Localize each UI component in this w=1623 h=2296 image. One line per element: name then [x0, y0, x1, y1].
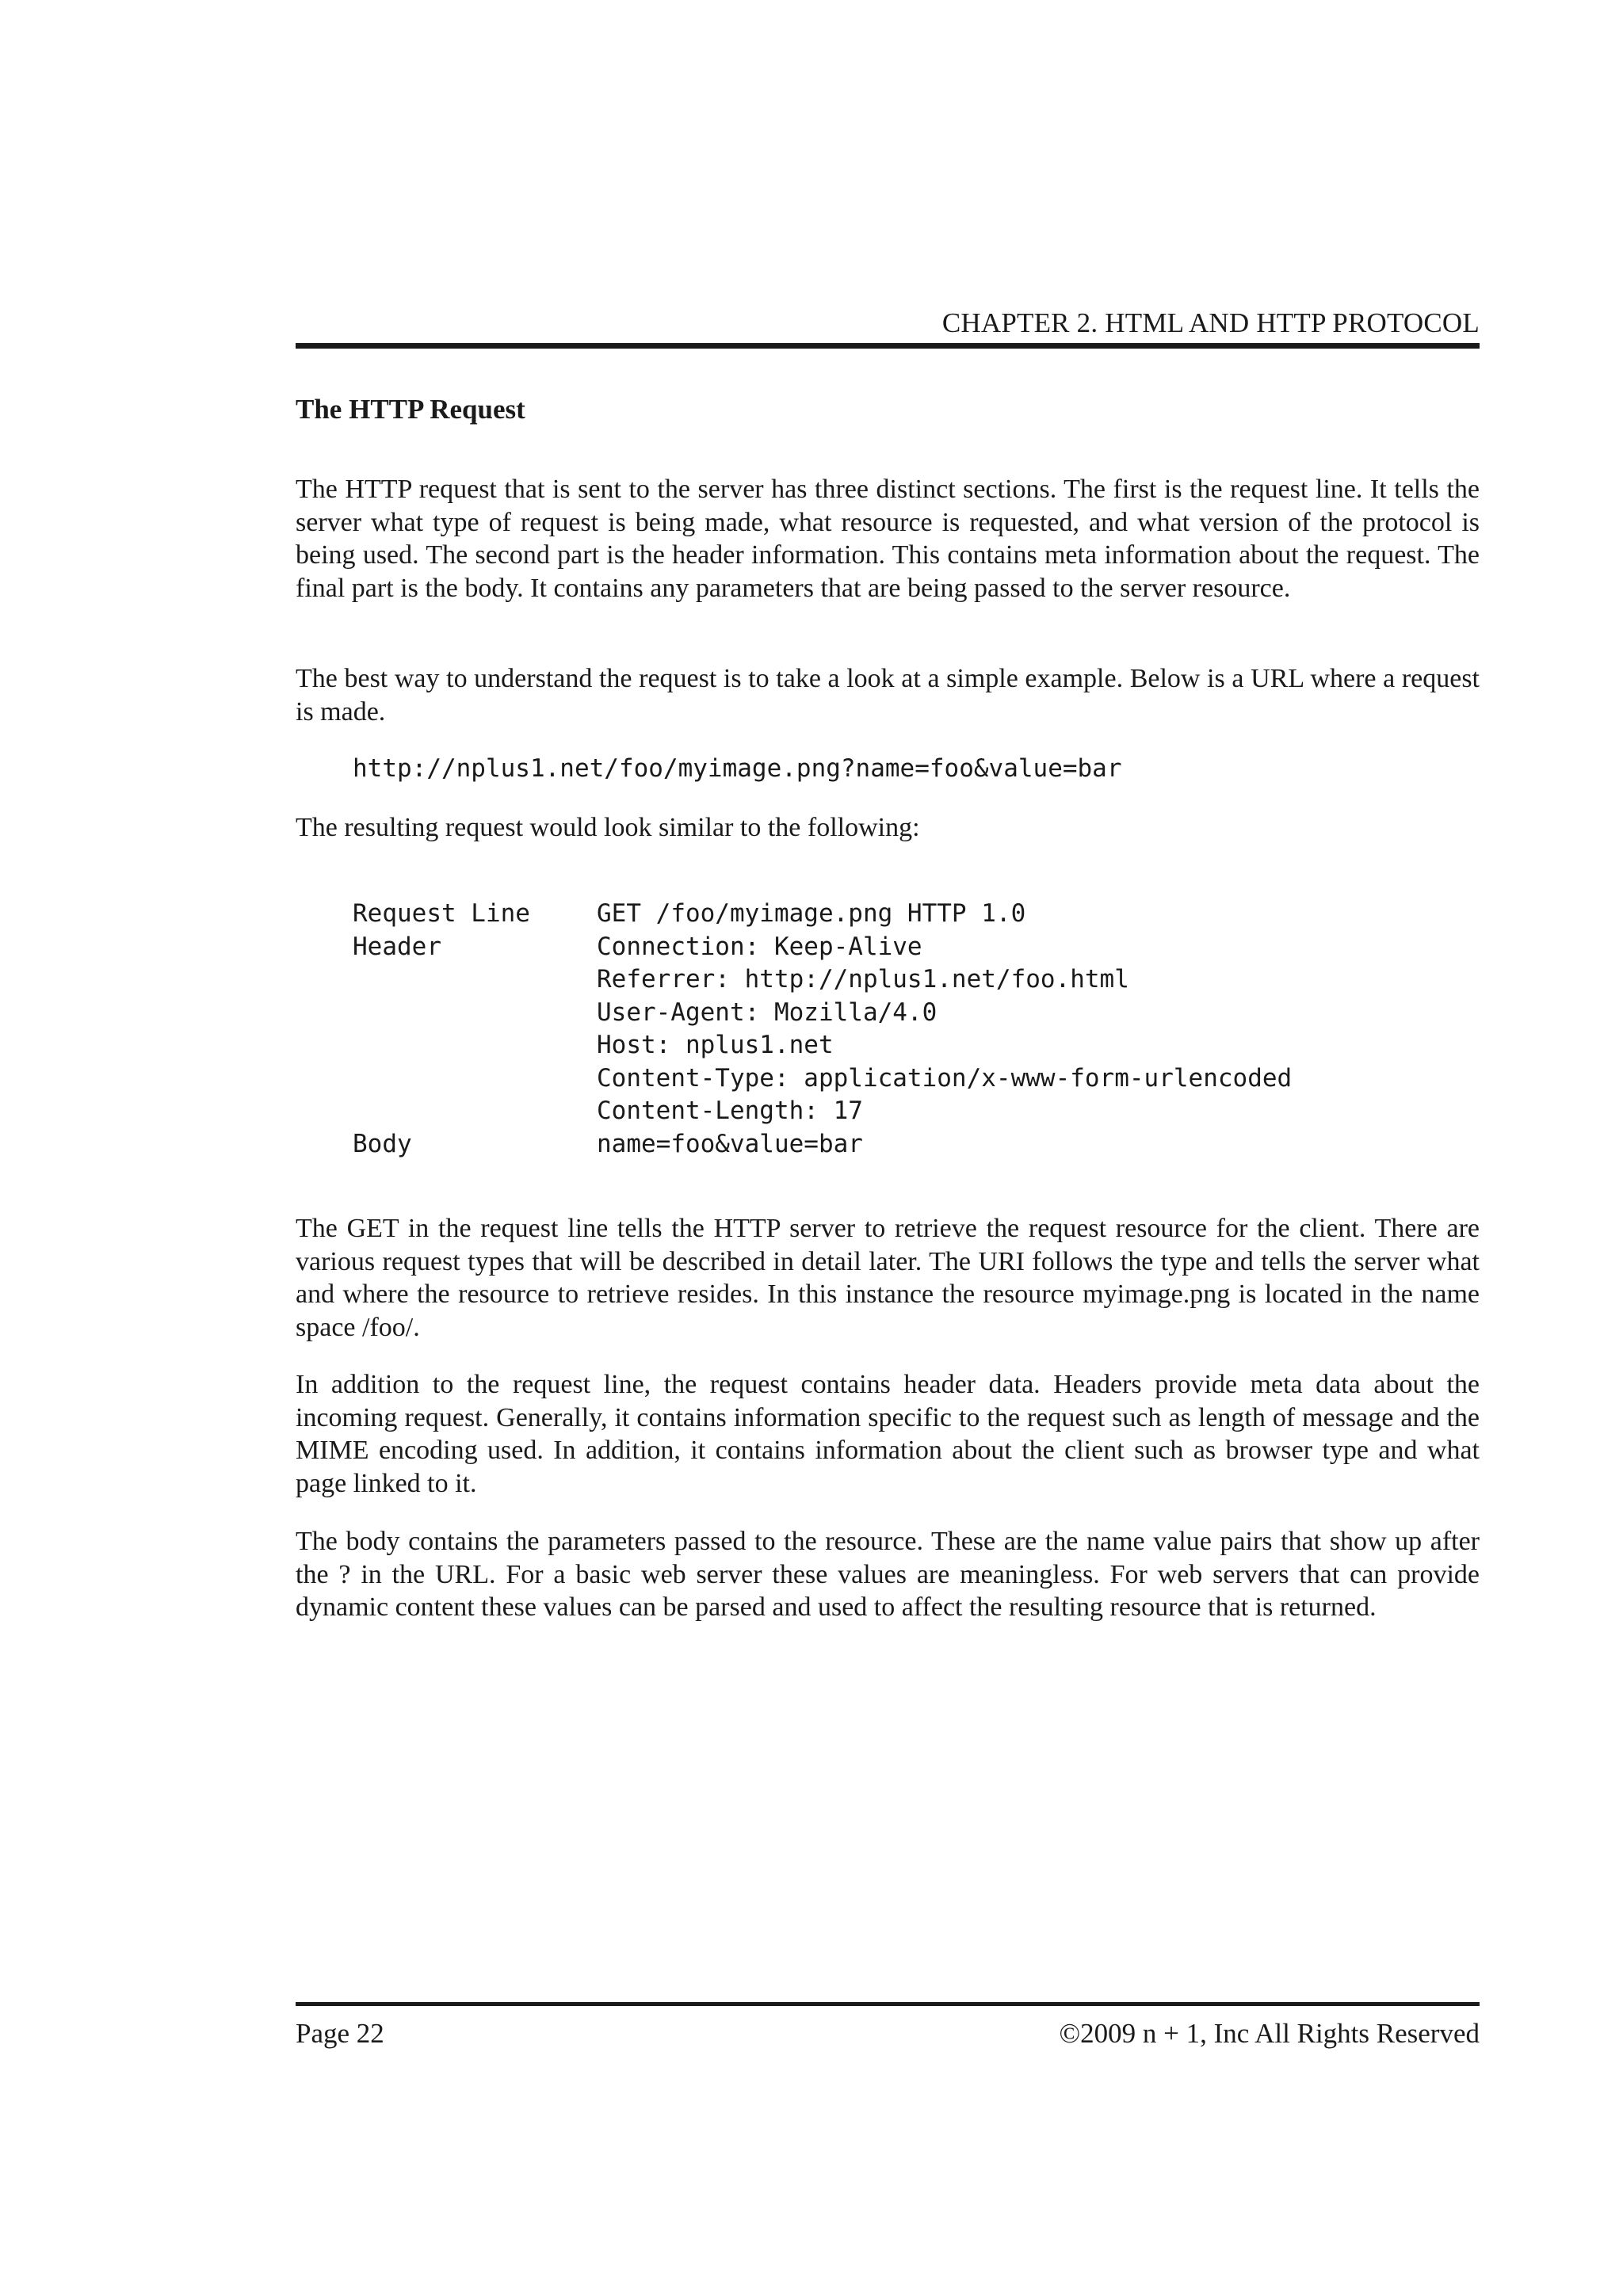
request-row-label	[353, 1095, 597, 1128]
section-title: The HTTP Request	[296, 394, 525, 425]
request-row-value: Connection: Keep-Alive	[597, 932, 922, 961]
request-row-value: Content-Type: application/x-www-form-urlencoded	[597, 1063, 1293, 1093]
request-row-label	[353, 997, 597, 1030]
header-rule	[296, 343, 1480, 349]
request-row	[353, 997, 1292, 1030]
page-number: Page 22	[296, 2018, 384, 2049]
paragraph-body-explanation: The body contains the parameters passed to the resource. These are the name value pairs that show up after the ? in the URL. For a basic web server these values are meaningless. For web servers that can provide dynamic content these values can be parsed and used to affect the resulting resource that is returned.	[296, 1527, 1480, 1622]
request-row-value: Referrer: http://nplus1.net/foo.html	[597, 965, 1129, 994]
request-example-table	[353, 898, 1292, 1161]
request-row-value: Content-Length: 17	[597, 1097, 863, 1125]
request-row	[353, 931, 1292, 964]
footer-rule	[296, 2002, 1480, 2006]
request-row-value: GET /foo/myimage.png HTTP 1.0	[597, 899, 1026, 928]
request-row-value: User-Agent: Mozilla/4.0	[597, 997, 938, 1027]
copyright-notice: ©2009 n + 1, Inc All Rights Reserved	[1059, 2018, 1480, 2049]
request-row-label	[353, 1062, 597, 1096]
paragraph-example-intro: The best way to understand the request is to take a look at a simple example. Below is a URL where a request is made.	[296, 664, 1480, 727]
request-row	[353, 1029, 1292, 1062]
request-row-label	[353, 963, 597, 997]
request-row-label: Request Line	[353, 899, 530, 928]
request-row-label	[353, 1029, 597, 1062]
running-head: CHAPTER 2. HTML AND HTTP PROTOCOL	[941, 307, 1480, 338]
example-url: http://nplus1.net/foo/myimage.png?name=foo&value=bar	[353, 754, 1122, 783]
request-row	[353, 963, 1292, 997]
paragraph-request-sections: The HTTP request that is sent to the server has three distinct sections. The first is the request line. It tells the server what type of request is being made, what resource is requested, and what version of the protocol is being used. The second part is the header information. This contains meta information about the request. The final part is the body. It contains any parameters that are being passed to the server resource.	[296, 475, 1480, 603]
request-row	[353, 1062, 1292, 1096]
request-row	[353, 1128, 1292, 1161]
request-row-label: Body	[353, 1129, 412, 1158]
request-row	[353, 1095, 1292, 1128]
paragraph-header-explanation: In addition to the request line, the request contains header data. Headers provide meta data about the incoming request. Generally, it contains information specific to the request such as length of message and the MIME encoding used. In addition, it contains information about the client such as browser type and what page linked to it.	[296, 1370, 1480, 1498]
paragraph-get-explanation: The GET in the request line tells the HTTP server to retrieve the request resource for the client. There are various request types that will be described in detail later. The URI follows the type and tells the server what and where the resource to retrieve resides. In this instance the resource myimage.png is located in the name space /foo/.	[296, 1214, 1480, 1342]
request-row-label: Header	[353, 932, 441, 961]
paragraph-resulting-request: The resulting request would look similar to the following:	[296, 813, 920, 842]
request-row-value: name=foo&value=bar	[597, 1129, 863, 1158]
document-page	[296, 0, 1480, 2296]
request-row-value: Host: nplus1.net	[597, 1031, 834, 1059]
request-row	[353, 898, 1292, 931]
